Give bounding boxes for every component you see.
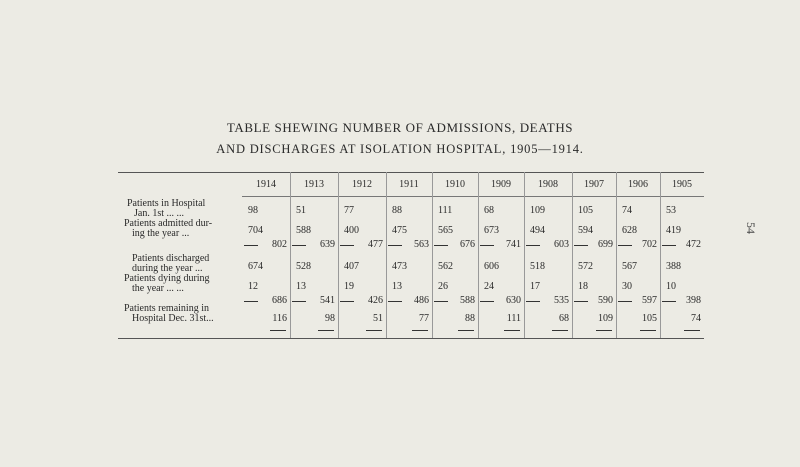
year-header: 1909	[491, 179, 511, 190]
table-bottom-rule	[118, 338, 704, 339]
patients-discharged-cell: 674	[248, 261, 263, 272]
patients-remaining-cell: 77	[419, 313, 429, 324]
table-header-rule	[242, 196, 704, 197]
total-dash	[388, 245, 402, 246]
total-dash	[526, 245, 540, 246]
patients-dying-cell: 30	[622, 281, 632, 292]
total-dash	[434, 245, 448, 246]
patients-remaining-cell: 68	[559, 313, 569, 324]
patients-admitted-cell: 628	[622, 225, 637, 236]
table-title-line-2: AND DISCHARGES AT ISOLATION HOSPITAL, 1905—1914.	[216, 142, 584, 156]
column-divider	[524, 172, 525, 338]
page-number: 54	[744, 222, 758, 234]
remaining-underline	[458, 330, 474, 331]
column-divider	[386, 172, 387, 338]
year-header: 1913	[304, 179, 324, 190]
patients-admitted-cell: 704	[248, 225, 263, 236]
first-total-cell: 477	[368, 239, 383, 250]
remaining-underline	[552, 330, 568, 331]
column-divider	[660, 172, 661, 338]
patients-remaining-cell: 74	[691, 313, 701, 324]
patients-dying-cell: 17	[530, 281, 540, 292]
second-total-cell: 535	[554, 295, 569, 306]
second-total-cell: 686	[272, 295, 287, 306]
patients-in-hospital-cell: 74	[622, 205, 632, 216]
patients-in-hospital-cell: 88	[392, 205, 402, 216]
patients-in-hospital-cell: 98	[248, 205, 258, 216]
patients-discharged-cell: 388	[666, 261, 681, 272]
patients-admitted-cell: 594	[578, 225, 593, 236]
second-total-cell: 486	[414, 295, 429, 306]
year-header: 1908	[538, 179, 558, 190]
total-dash	[244, 245, 258, 246]
patients-in-hospital-cell: 53	[666, 205, 676, 216]
column-divider	[478, 172, 479, 338]
remaining-underline	[596, 330, 612, 331]
total-dash	[244, 301, 258, 302]
patients-dying-cell: 18	[578, 281, 588, 292]
first-total-cell: 563	[414, 239, 429, 250]
total-dash	[662, 245, 676, 246]
patients-dying-cell: 13	[392, 281, 402, 292]
patients-dying-cell: 24	[484, 281, 494, 292]
patients-admitted-cell: 494	[530, 225, 545, 236]
year-header: 1906	[628, 179, 648, 190]
patients-admitted-cell: 419	[666, 225, 681, 236]
remaining-underline	[640, 330, 656, 331]
patients-admitted-cell: 400	[344, 225, 359, 236]
patients-admitted-cell: 475	[392, 225, 407, 236]
remaining-underline	[504, 330, 520, 331]
total-dash	[526, 301, 540, 302]
label-in-hospital-1: Patients in Hospital	[127, 198, 206, 209]
second-total-cell: 588	[460, 295, 475, 306]
total-dash	[574, 301, 588, 302]
patients-remaining-cell: 105	[642, 313, 657, 324]
remaining-underline	[412, 330, 428, 331]
patients-remaining-cell: 109	[598, 313, 613, 324]
year-header: 1914	[256, 179, 276, 190]
patients-discharged-cell: 407	[344, 261, 359, 272]
second-total-cell: 597	[642, 295, 657, 306]
column-divider	[616, 172, 617, 338]
total-dash	[662, 301, 676, 302]
patients-dying-cell: 13	[296, 281, 306, 292]
label-discharged-2: during the year ...	[132, 263, 203, 274]
first-total-cell: 699	[598, 239, 613, 250]
patients-remaining-cell: 88	[465, 313, 475, 324]
column-divider	[432, 172, 433, 338]
total-dash	[618, 245, 632, 246]
patients-remaining-cell: 116	[272, 313, 287, 324]
patients-admitted-cell: 588	[296, 225, 311, 236]
first-total-cell: 702	[642, 239, 657, 250]
second-total-cell: 398	[686, 295, 701, 306]
table-title-line-1: TABLE SHEWING NUMBER OF ADMISSIONS, DEATHS	[226, 120, 574, 135]
total-dash	[434, 301, 448, 302]
total-dash	[480, 245, 494, 246]
column-divider	[338, 172, 339, 338]
patients-remaining-cell: 111	[506, 313, 521, 324]
label-remaining-1: Patients remaining in	[124, 303, 209, 314]
remaining-underline	[366, 330, 382, 331]
patients-remaining-cell: 51	[373, 313, 383, 324]
remaining-underline	[270, 330, 286, 331]
first-total-cell: 639	[320, 239, 335, 250]
total-dash	[574, 245, 588, 246]
year-header: 1905	[672, 179, 692, 190]
patients-dying-cell: 12	[248, 281, 258, 292]
patients-in-hospital-cell: 51	[296, 205, 306, 216]
patients-admitted-cell: 673	[484, 225, 499, 236]
total-dash	[388, 301, 402, 302]
total-dash	[292, 301, 306, 302]
year-header: 1911	[399, 179, 419, 190]
remaining-underline	[318, 330, 334, 331]
patients-dying-cell: 19	[344, 281, 354, 292]
column-divider	[290, 172, 291, 338]
first-total-cell: 741	[506, 239, 521, 250]
second-total-cell: 590	[598, 295, 613, 306]
patients-discharged-cell: 567	[622, 261, 637, 272]
label-dying-2: the year ... ...	[132, 283, 184, 294]
year-header: 1907	[584, 179, 604, 190]
patients-discharged-cell: 528	[296, 261, 311, 272]
first-total-cell: 676	[460, 239, 475, 250]
first-total-cell: 472	[686, 239, 701, 250]
total-dash	[618, 301, 632, 302]
label-remaining-2: Hospital Dec. 31st...	[132, 313, 214, 324]
column-divider	[572, 172, 573, 338]
label-in-hospital-2: Jan. 1st ... ...	[134, 208, 184, 219]
patients-in-hospital-cell: 77	[344, 205, 354, 216]
first-total-cell: 802	[272, 239, 287, 250]
patients-discharged-cell: 572	[578, 261, 593, 272]
total-dash	[292, 245, 306, 246]
patients-in-hospital-cell: 111	[438, 205, 453, 216]
label-admitted-2: ing the year ...	[132, 228, 190, 239]
patients-discharged-cell: 518	[530, 261, 545, 272]
total-dash	[480, 301, 494, 302]
patients-dying-cell: 26	[438, 281, 448, 292]
first-total-cell: 603	[554, 239, 569, 250]
remaining-underline	[684, 330, 700, 331]
patients-in-hospital-cell: 68	[484, 205, 494, 216]
year-header: 1912	[352, 179, 372, 190]
patients-discharged-cell: 606	[484, 261, 499, 272]
second-total-cell: 426	[368, 295, 383, 306]
patients-discharged-cell: 473	[392, 261, 407, 272]
label-admitted-1: Patients admitted dur-	[124, 218, 213, 229]
total-dash	[340, 245, 354, 246]
patients-in-hospital-cell: 109	[530, 205, 545, 216]
patients-discharged-cell: 562	[438, 261, 453, 272]
second-total-cell: 541	[320, 295, 335, 306]
label-dying-1: Patients dying during	[124, 273, 210, 284]
year-header: 1910	[445, 179, 465, 190]
patients-dying-cell: 10	[666, 281, 676, 292]
label-discharged-1: Patients discharged	[132, 253, 210, 264]
total-dash	[340, 301, 354, 302]
patients-remaining-cell: 98	[325, 313, 335, 324]
second-total-cell: 630	[506, 295, 521, 306]
patients-admitted-cell: 565	[438, 225, 453, 236]
patients-in-hospital-cell: 105	[578, 205, 593, 216]
